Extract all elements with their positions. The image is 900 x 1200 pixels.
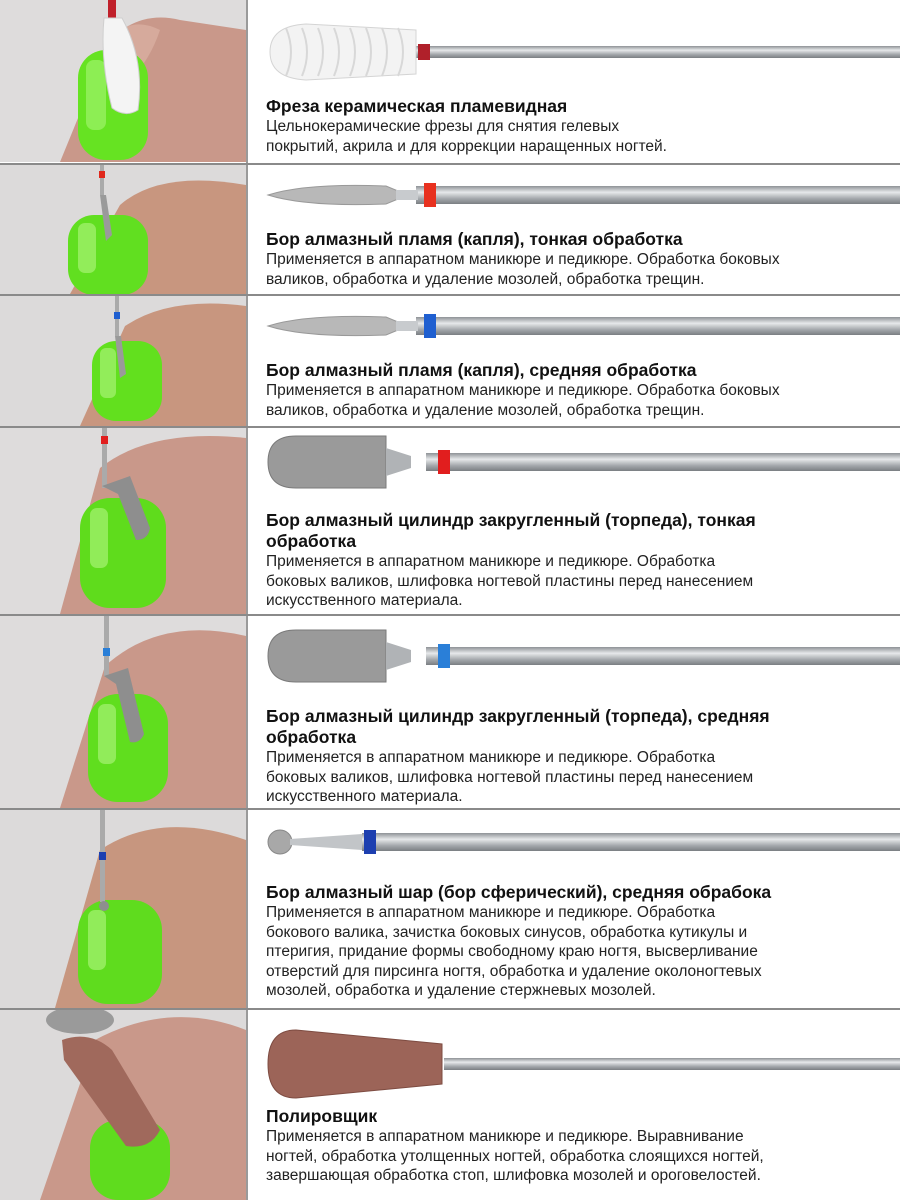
color-band (418, 44, 430, 60)
bit-neck (396, 190, 418, 200)
product-text (266, 1106, 891, 1186)
product-photo (0, 428, 246, 614)
product-photo (0, 0, 246, 162)
product-title: Полировщик (266, 1106, 378, 1126)
product-title-line: Бор алмазный цилиндр закругленный (торпеда), средняя (266, 706, 770, 726)
product-title: Бор алмазный пламя (капля), тонкая обработка (266, 229, 683, 249)
polisher-head (268, 1030, 442, 1098)
product-text (266, 706, 891, 807)
product-title-line: обработка (266, 727, 357, 747)
color-band (364, 830, 376, 854)
torpedo-head (268, 436, 386, 488)
bit-image (266, 175, 900, 215)
product-description-line: Применяется в аппаратном маникюре и педикюре. Обработка (266, 904, 716, 921)
bit-image (266, 434, 900, 490)
bit-image (266, 1024, 900, 1104)
bit-image (266, 18, 900, 88)
bit-neck (386, 448, 411, 476)
product-row-ceramic-flame (0, 0, 900, 162)
product-text (266, 360, 891, 420)
product-description-line: Применяется в аппаратном маникюре и педикюре. Обработка боковых (266, 251, 780, 268)
product-photo (0, 165, 246, 294)
bit-shaft (426, 453, 900, 471)
product-title-line: обработка (266, 531, 357, 551)
product-text (266, 510, 891, 611)
diamond-head (268, 185, 398, 204)
product-text (266, 96, 891, 156)
product-description-line: мозолей, обработка и удаление стержневых мозолей. (266, 982, 656, 999)
product-description-line: искусственного материала. (266, 788, 463, 805)
product-row-diamond-flame-medium (0, 296, 900, 426)
bit-shaft (416, 317, 900, 335)
bit-neck (396, 321, 418, 331)
product-description-line: боковых валиков, шлифовка ногтевой пластины перед нанесением (266, 572, 754, 590)
product-description-line: боковых валиков, шлифовка ногтевой пластины перед нанесением (266, 768, 754, 786)
product-description-line: птеригия, придание формы свободному краю ногтя, высверливание (266, 943, 758, 960)
torpedo-head (268, 630, 386, 682)
bit-neck (290, 834, 362, 850)
product-row-diamond-torpedo-medium (0, 616, 900, 808)
product-title: Фреза керамическая пламевидная (266, 96, 568, 116)
bit-shaft (416, 186, 900, 204)
product-photo (0, 1010, 246, 1200)
product-description-line: Применяется в аппаратном маникюре и педикюре. Обработка (266, 749, 716, 766)
product-row-diamond-torpedo-fine (0, 428, 900, 614)
product-text (266, 229, 891, 289)
bit-shaft (444, 1058, 900, 1070)
product-description-line: искусственного материала. (266, 592, 463, 609)
product-row-diamond-ball (0, 810, 900, 1008)
product-row-diamond-flame-fine (0, 165, 900, 294)
product-title-line: Бор алмазный цилиндр закругленный (торпеда), тонкая (266, 510, 756, 530)
product-description-line: валиков, обработка и удаление мозолей, обработка трещин. (266, 401, 705, 419)
product-title: Бор алмазный шар (бор сферический), средняя обрабока (266, 882, 772, 902)
bit-image (266, 304, 900, 348)
bit-shaft (362, 833, 900, 851)
product-description-line: Применяется в аппаратном маникюре и педикюре. Обработка (266, 553, 716, 570)
product-description-line: завершающая обработка стоп, шлифовка мозолей и ороговелостей. (266, 1167, 761, 1184)
color-band (438, 644, 450, 668)
bit-shaft (416, 46, 900, 58)
ball-head (268, 830, 292, 854)
color-band (424, 183, 436, 207)
product-photo (0, 296, 246, 426)
product-description-line: Цельнокерамические фрезы для снятия гелевых (266, 118, 620, 135)
color-band (424, 314, 436, 338)
product-title: Бор алмазный пламя (капля), средняя обработка (266, 360, 697, 380)
bit-neck (386, 642, 411, 670)
bit-image (266, 822, 900, 862)
product-description-line: ногтей, обработка утолщенных ногтей, обработка слоящихся ногтей, (266, 1147, 764, 1165)
product-row-polisher (0, 1010, 900, 1200)
product-photo (0, 810, 246, 1008)
bit-shaft (426, 647, 900, 665)
product-description-line: Применяется в аппаратном маникюре и педикюре. Обработка боковых (266, 382, 780, 399)
product-photo (0, 616, 246, 808)
product-description-line: отверстий для пирсинга ногтя, обработка и удаление околоногтевых (266, 962, 762, 980)
product-description-line: покрытий, акрила и для коррекции наращенных ногтей. (266, 137, 667, 155)
bit-image (266, 626, 900, 686)
diamond-head (268, 316, 398, 335)
product-text (266, 882, 891, 1001)
color-band (438, 450, 450, 474)
product-description-line: валиков, обработка и удаление мозолей, обработка трещин. (266, 270, 705, 288)
product-description-line: бокового валика, зачистка боковых синусов, обработка кутикулы и (266, 923, 748, 941)
product-description-line: Применяется в аппаратном маникюре и педикюре. Выравнивание (266, 1128, 744, 1145)
